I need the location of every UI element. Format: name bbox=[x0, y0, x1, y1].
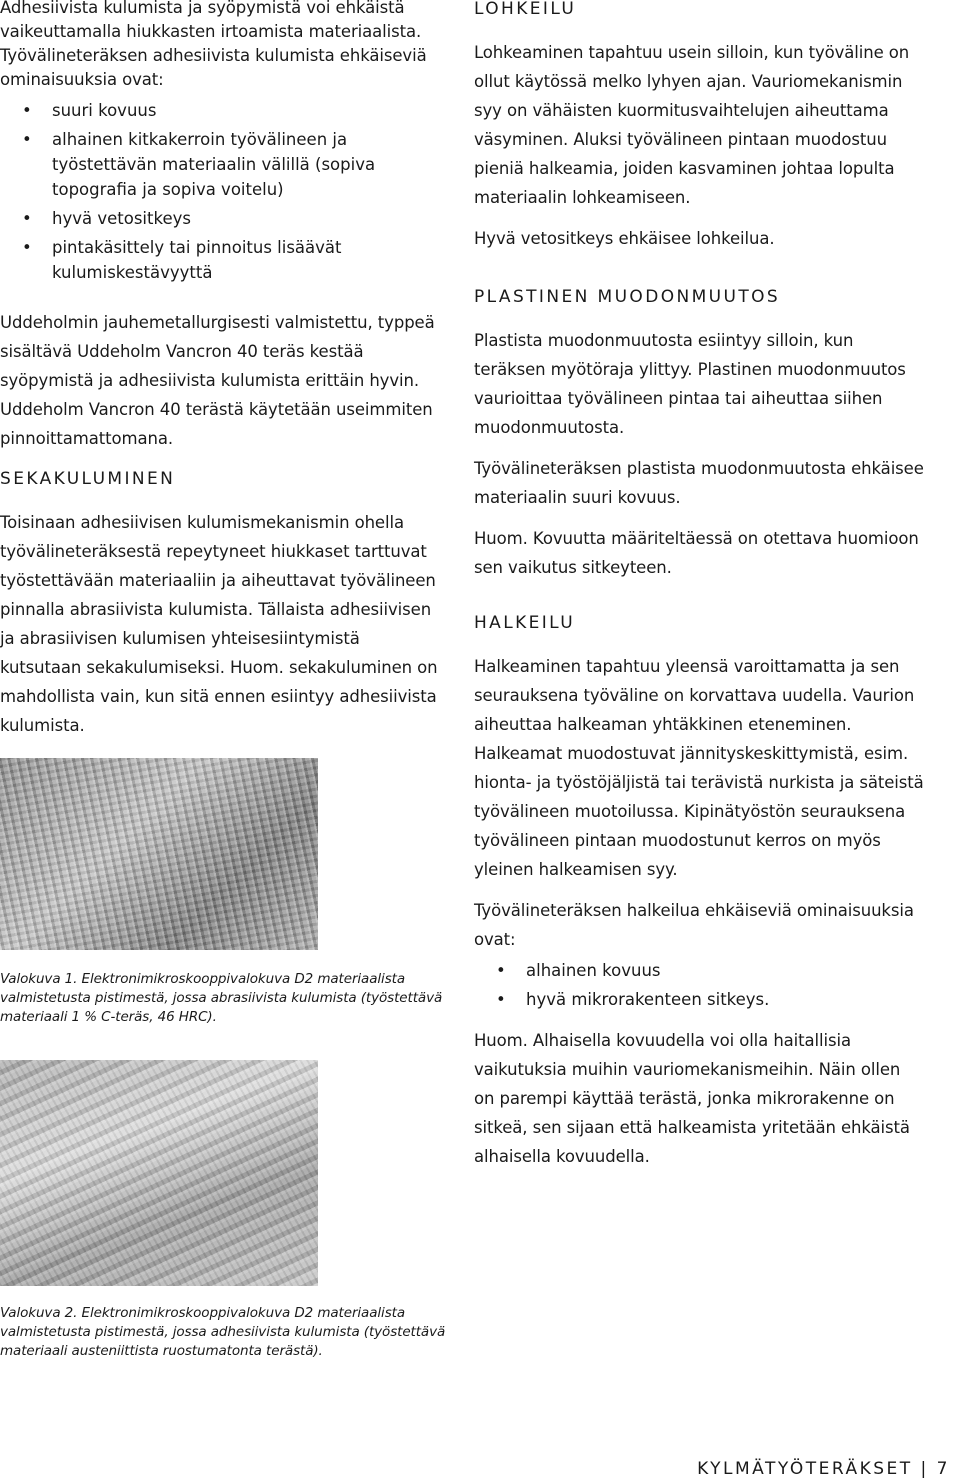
bullet-list bbox=[474, 956, 924, 1014]
list-item: • alhainen kovuus bbox=[474, 956, 924, 985]
sekakuluminen-section bbox=[0, 468, 446, 740]
body-text: Plastista muodonmuutosta esiintyy silloin, kun teräksen myötöraja ylittyy. Plastinen muodonmuutos vaurioittaa työvälineen pintaa tai aiheuttaa siihen muodonmuutosta. bbox=[474, 331, 906, 437]
intro-line: Työvälineteräksen adhesiivista kulumista ehkäiseviä bbox=[0, 46, 427, 65]
intro-line: Adhesiivista kulumista ja syöpymistä voi ehkäistä bbox=[0, 0, 405, 17]
page-footer: KYLMÄTYÖTERÄKSET | 7 bbox=[697, 1459, 950, 1479]
body-text: Lohkeaminen tapahtuu usein silloin, kun työväline on ollut käytössä melko lyhyen ajan. Vauriomekanismin syy on vähäisten kuormitusvaihtelujen aiheuttama väsyminen. Aluksi työvälineen pintaan muodostuu pieniä halkeamia, joiden kasvaminen johtaa lopulta materiaalin lohkeamiseen. bbox=[474, 43, 910, 207]
lohkeilu-section bbox=[474, 0, 924, 253]
body-text: Uddeholmin jauhemetallurgisesti valmistettu, typpeä sisältävä Uddeholm Vancron 40 teräs kestää syöpymistä ja adhesiivista kulumista erittäin hyvin. Uddeholm Vancron 40 terästä käytetään useimmiten pinnoittamattomana. bbox=[0, 313, 435, 448]
list-item: • pintakäsittely tai pinnoitus lisäävät kulumiskestävyyttä bbox=[0, 235, 450, 285]
micrograph-photo-2 bbox=[0, 1060, 318, 1286]
body-text: Huom. Alhaisella kovuudella voi olla haitallisia vaikutuksia muihin vauriomekanismeihin. Näin ollen on parempi käyttää terästä, jonka mikrorakenne on sitkeä, sen sijaan että halkeamista yritetään ehkäistä alhaisella kovuudella. bbox=[474, 1031, 910, 1166]
intro-line: ominaisuuksia ovat: bbox=[0, 70, 164, 89]
halkeilu-section bbox=[474, 612, 924, 1171]
body-text: Työvälineteräksen plastista muodonmuutosta ehkäisee materiaalin suuri kovuus. bbox=[474, 459, 924, 507]
photo-caption-2: Valokuva 2. Elektronimikroskooppivalokuva D2 materiaalista valmistetusta pistimestä, jossa adhesiivista kulumista (työstettävä materiaali austeniittista ruostumatonta terästä). bbox=[0, 1305, 446, 1359]
body-text: Toisinaan adhesiivisen kulumismekanismin ohella työvälineteräksestä repeytyneet hiukkaset tarttuvat työstettävään materiaaliin ja aiheuttavat työvälineen pinnalla abrasiivista kulumista. Tällaista adhesiivisen ja abrasiivisen kulumisen yhteisesiintymistä kutsutaan sekakulumiseksi. Huom. sekakuluminen on mahdollista vain, kun sitä ennen esiintyy adhesiivista kulumista. bbox=[0, 513, 438, 735]
intro-line: vaikeuttamalla hiukkasten irtoamista materiaalista. bbox=[0, 22, 422, 41]
body-text: Halkeaminen tapahtuu yleensä varoittamatta ja sen seurauksena työväline on korvattava uudella. Vaurion aiheuttaa halkeaman yhtäkkinen eteneminen. Halkeamat muodostuvat jännityskeskittymistä, esim. hionta- ja työstöjäljistä tai terävistä nurkista ja säteistä työvälineen muotoilussa. Kipinätyöstön seurauksena työvälineen pintaan muodostunut kerros on myös yleinen halkeamisen syy. bbox=[474, 657, 924, 879]
plastinen-section bbox=[474, 286, 924, 582]
body-text: Huom. Kovuutta määriteltäessä on otettava huomioon sen vaikutus sitkeyteen. bbox=[474, 529, 919, 577]
micrograph-photo-1 bbox=[0, 758, 318, 950]
uddeholm-block bbox=[0, 308, 448, 453]
section-heading: LOHKEILU bbox=[474, 0, 577, 19]
body-text: Hyvä vetositkeys ehkäisee lohkeilua. bbox=[474, 229, 775, 248]
photo-caption-1: Valokuva 1. Elektronimikroskooppivalokuva D2 materiaalista valmistetusta pistimestä, jossa abrasiivista kulumista (työstettävä materiaali 1 % C-teräs, 46 HRC). bbox=[0, 971, 443, 1025]
intro-block bbox=[0, 0, 450, 289]
bullet-list bbox=[0, 98, 450, 285]
list-item: • alhainen kitkakerroin työvälineen ja työstettävän materiaalin välillä (sopiva topografia ja sopiva voitelu) bbox=[0, 127, 450, 202]
list-item: • hyvä vetositkeys bbox=[0, 206, 450, 231]
body-text: Työvälineteräksen halkeilua ehkäiseviä ominaisuuksia ovat: bbox=[474, 901, 914, 949]
section-heading: PLASTINEN MUODONMUUTOS bbox=[474, 287, 781, 307]
list-item: • hyvä mikrorakenteen sitkeys. bbox=[474, 985, 924, 1014]
list-item: • suuri kovuus bbox=[0, 98, 450, 123]
section-heading: SEKAKULUMINEN bbox=[0, 469, 176, 489]
section-heading: HALKEILU bbox=[474, 613, 576, 633]
